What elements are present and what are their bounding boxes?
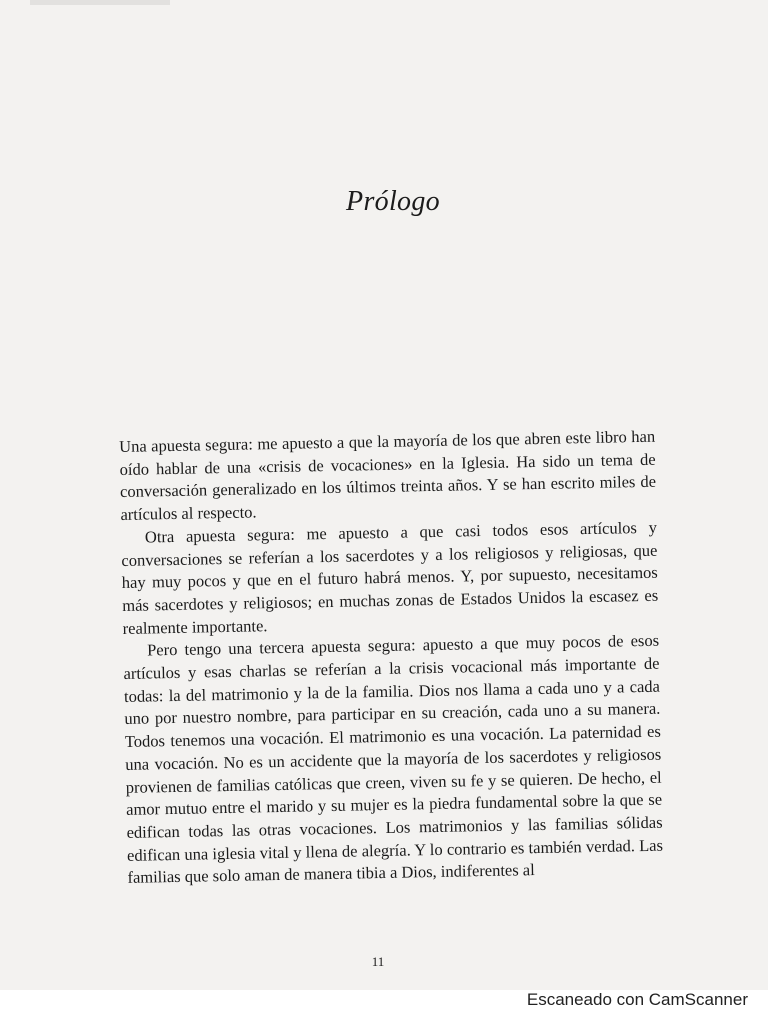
paragraph-3: Pero tengo una tercera apuesta segura: apuesto a que muy pocos de esos artículos y esas charlas se referían a la crisis vocacional más importante de todas: la del matrimonio y la de la familia. Dios nos llama a cada uno y a cada uno por nuestro nombre, para participar en su creación, cada uno a su manera. Todos tenemos una vocación. El matrimonio es una vocación. La paternidad es una vocación. No es un accidente que la mayoría de los sacerdotes y religiosos provienen de familias católicas que creen, viven su fe y se quieren. De hecho, el amor mutuo entre el marido y su mujer es la piedra fundamental sobre la que se edifican todas las otras vocaciones. Los matrimonios y las familias sólidas edifican una iglesia vital y llena de alegría. Y lo contrario es también verdad. Las familias que solo aman de manera tibia a Dios, indiferentes al: [123, 631, 664, 888]
paragraph-1: Una apuesta segura: me apuesto a que la mayoría de los que abren este libro han oído hablar de una «crisis de vocaciones» en la Iglesia. Ha sido un tema de conversación generalizado en los últimos treinta años. Y se han escrito miles de artículos al respecto.: [119, 426, 657, 525]
camscanner-watermark: Escaneado con CamScanner: [526, 990, 748, 1009]
body-text: [119, 426, 664, 890]
scan-edge-artifact: [30, 0, 170, 5]
page-number: 11: [371, 954, 385, 969]
chapter-title: Prólogo: [346, 186, 440, 217]
paragraph-2: Otra apuesta segura: me apuesto a que casi todos esos artículos y conversaciones se referían a los sacerdotes y a los religiosos y religiosas, que hay muy pocos y que en el futuro habrá menos. Y, por supuesto, necesitamos más sacerdotes y religiosos; en muchas zonas de Estados Unidos la escasez es realmente importante.: [121, 517, 659, 638]
